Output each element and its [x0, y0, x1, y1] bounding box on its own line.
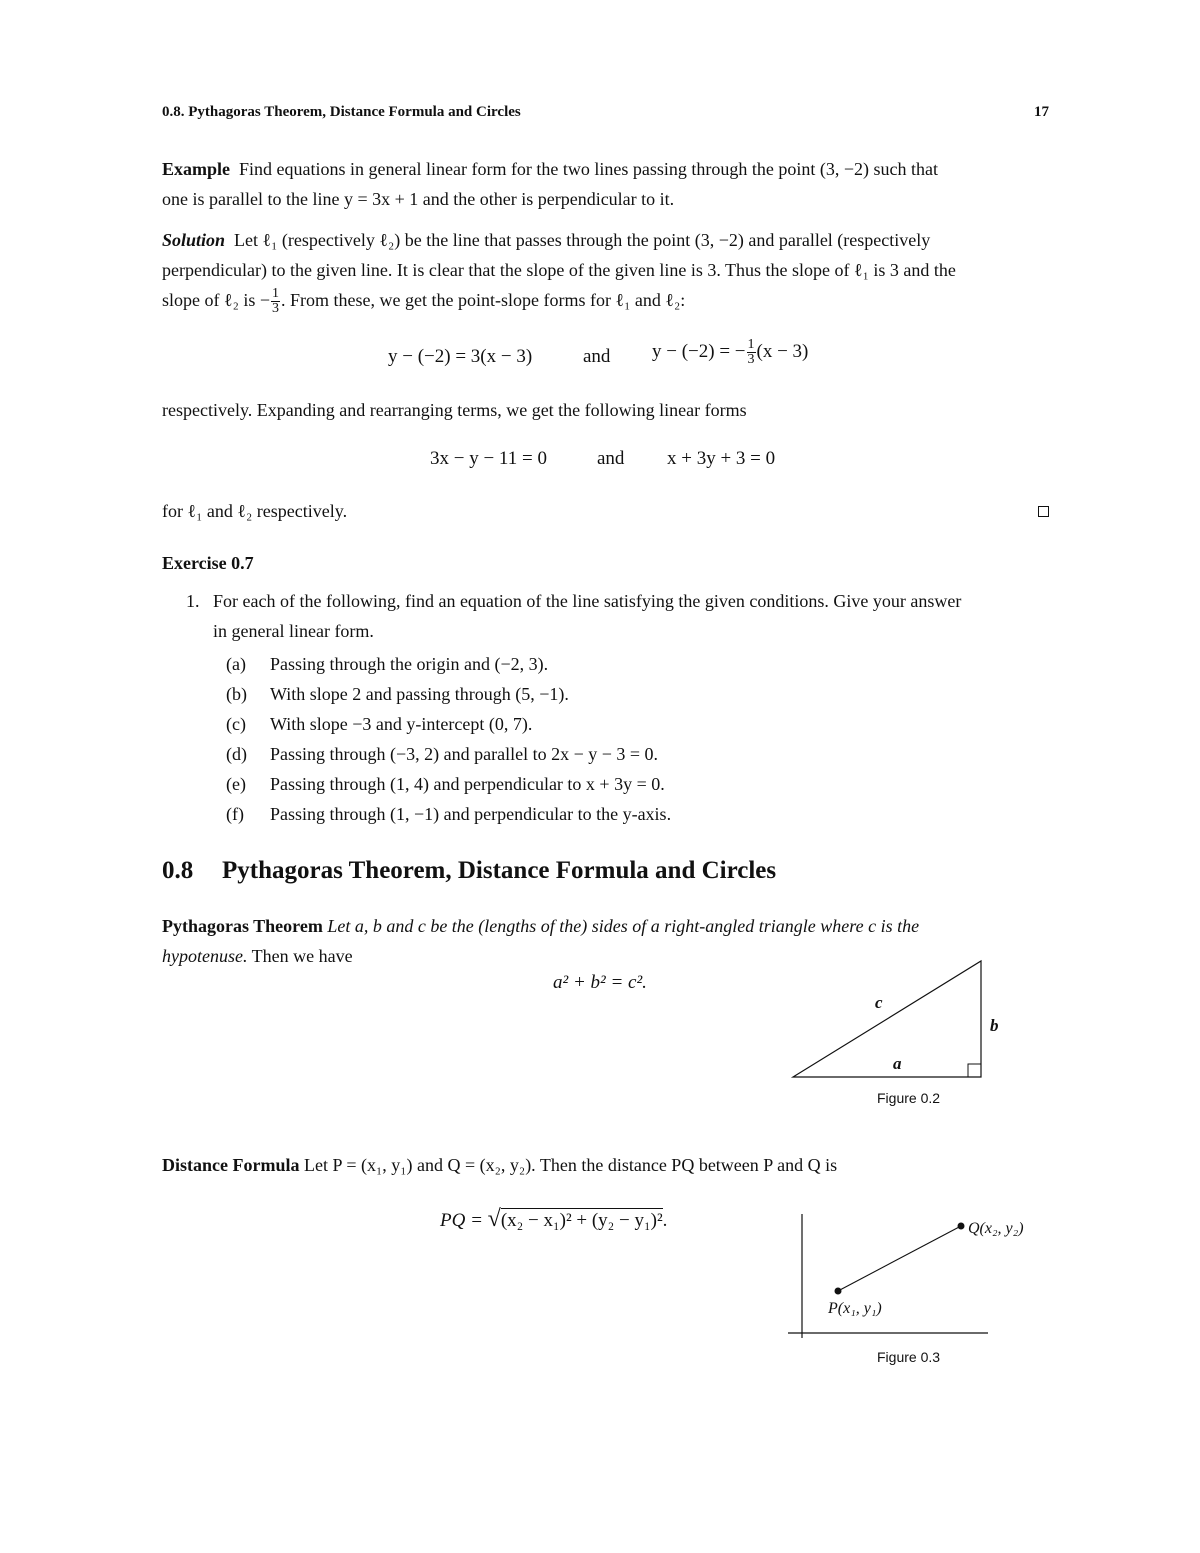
pythagoras-line-1: Let a, b and c be the (lengths of the) sides of a right-angled triangle where c is the	[327, 916, 920, 936]
item-text: Passing through (1, −1) and perpendicular to the y-axis.	[270, 804, 672, 824]
example-line-1: Find equations in general linear form for the two lines passing through the point (3, −2) such that	[239, 159, 939, 179]
list-item	[226, 709, 671, 739]
section-number: 0.8	[162, 857, 194, 884]
slope-fraction	[271, 287, 280, 316]
item-label: (f)	[226, 804, 244, 824]
list-item	[226, 649, 671, 679]
respectively-line: respectively. Expanding and rearranging terms, we get the following linear forms	[162, 400, 747, 420]
hypotenuse-label: c	[875, 993, 883, 1012]
list-item	[226, 679, 671, 709]
item-text: Passing through (1, 4) and perpendicular to x + 3y = 0.	[270, 774, 665, 794]
eq2-suffix: (x − 3)	[756, 340, 809, 362]
solution-line-3a: slope of ℓ₂ is −	[162, 290, 271, 310]
question-1-number: 1.	[186, 591, 200, 611]
distance-figure	[780, 1210, 1000, 1345]
solution-line-2: perpendicular) to the given line. It is clear that the slope of the given line is 3. Thus the slope of ℓ₁ is 3 and the	[162, 260, 956, 280]
solution-label: Solution	[162, 230, 226, 250]
question-1-text	[213, 586, 961, 646]
exercise-items	[226, 649, 671, 829]
side-a-label: a	[893, 1054, 902, 1073]
item-label: (e)	[226, 774, 246, 794]
figure-0-2-caption: Figure 0.2	[877, 1090, 941, 1106]
exercise-title: Exercise 0.7	[162, 553, 254, 573]
equation-and-2: and	[597, 448, 625, 469]
distance-formula-left: PQ =	[440, 1210, 488, 1231]
list-item	[226, 769, 671, 799]
section-title: Pythagoras Theorem, Distance Formula and Circles	[222, 857, 777, 884]
question-1-line-2: in general linear form.	[213, 621, 374, 641]
equation-and-1: and	[583, 346, 611, 367]
item-text: Passing through the origin and (−2, 3).	[270, 654, 549, 674]
page-number: 17	[1034, 104, 1049, 120]
distance-formula	[440, 1206, 667, 1233]
item-label: (c)	[226, 714, 246, 734]
right-angle-marker	[968, 1064, 981, 1077]
distance-formula-radicand: (x₂ − x₁)² + (y₂ − y₁)²	[500, 1210, 663, 1231]
eq2-fraction	[747, 338, 756, 367]
point-slope-equation-2	[652, 338, 808, 367]
slope-fraction-num: 1	[272, 286, 280, 302]
eq2-fraction-den: 3	[747, 352, 755, 367]
distance-paragraph	[162, 1150, 837, 1180]
triangle-outline	[793, 961, 981, 1077]
solution-paragraph	[162, 225, 1062, 316]
pythagoras-label: Pythagoras Theorem	[162, 916, 323, 936]
list-item	[226, 739, 671, 769]
radical-sign: √	[487, 1206, 501, 1232]
pythagoras-formula: a² + b² = c².	[553, 972, 647, 993]
solution-closing: for ℓ₁ and ℓ₂ respectively.	[162, 501, 348, 521]
example-paragraph	[162, 154, 1062, 214]
example-line-2: one is parallel to the line y = 3x + 1 and the other is perpendicular to it.	[162, 189, 675, 209]
pythagoras-line-2-italic: hypotenuse.	[162, 946, 248, 966]
distance-label: Distance Formula	[162, 1155, 300, 1175]
segment-pq	[838, 1226, 961, 1291]
item-label: (b)	[226, 684, 247, 704]
item-label: (a)	[226, 654, 246, 674]
point-p-label: P(x₁, y₁)	[828, 1300, 882, 1317]
eq2-prefix: y − (−2) = −	[652, 340, 746, 362]
item-label: (d)	[226, 744, 247, 764]
figure-0-3-caption: Figure 0.3	[877, 1349, 941, 1365]
point-q-label: Q(x₂, y₂)	[968, 1220, 1024, 1237]
slope-fraction-den: 3	[272, 301, 280, 317]
pythagoras-line-2: Then we have	[247, 946, 353, 966]
point-p	[835, 1288, 842, 1295]
distance-text: Let P = (x₁, y₁) and Q = (x₂, y₂). Then the distance PQ between P and Q is	[303, 1155, 838, 1175]
linear-form-1: 3x − y − 11 = 0	[430, 448, 547, 469]
eq2-fraction-num: 1	[747, 337, 755, 352]
solution-line-1: Let ℓ₁ (respectively ℓ₂) be the line that passes through the point (3, −2) and parallel (respectively	[234, 230, 931, 250]
list-item	[226, 799, 671, 829]
example-label: Example	[162, 159, 231, 179]
item-text: With slope 2 and passing through (5, −1).	[270, 684, 569, 704]
side-b-label: b	[990, 1016, 999, 1035]
qed-box	[1038, 506, 1049, 517]
item-text: Passing through (−3, 2) and parallel to 2x − y − 3 = 0.	[270, 744, 659, 764]
point-slope-equation-1: y − (−2) = 3(x − 3)	[388, 346, 533, 367]
point-q	[958, 1223, 965, 1230]
linear-form-2: x + 3y + 3 = 0	[667, 448, 776, 469]
running-title: 0.8. Pythagoras Theorem, Distance Formula and Circles	[162, 104, 521, 120]
item-text: With slope −3 and y-intercept (0, 7).	[270, 714, 533, 734]
question-1-line-1: For each of the following, find an equation of the line satisfying the given conditions. Give your answer	[213, 591, 962, 611]
solution-line-3b: . From these, we get the point-slope forms for ℓ₁ and ℓ₂:	[281, 290, 686, 310]
distance-formula-end: .	[662, 1210, 668, 1231]
